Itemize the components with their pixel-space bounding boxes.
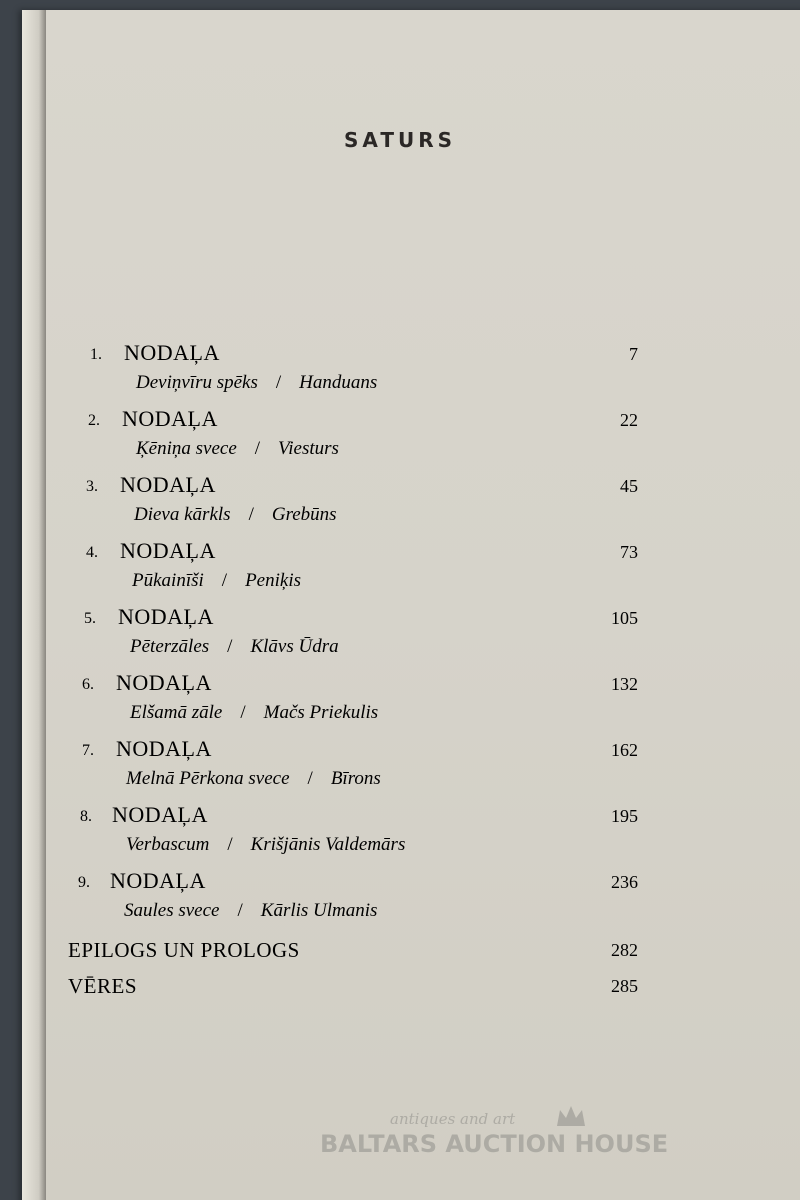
chapter-title: NODAĻA bbox=[120, 538, 216, 563]
person-name: Mačs Priekulis bbox=[263, 702, 379, 723]
table-of-contents bbox=[0, 340, 800, 1020]
person-name: Kārlis Ulmanis bbox=[260, 900, 378, 921]
page-number: 162 bbox=[611, 740, 638, 760]
toc-entry-6 bbox=[0, 670, 800, 732]
page-number: 7 bbox=[629, 344, 638, 364]
page-number: 73 bbox=[620, 542, 638, 562]
chapter-title: NODAĻA bbox=[110, 868, 206, 893]
page-number: 285 bbox=[611, 976, 638, 996]
chapter-title: NODAĻA bbox=[116, 670, 212, 695]
separator: / bbox=[221, 570, 228, 591]
notes-title: VĒRES bbox=[68, 974, 138, 998]
toc-entry-7 bbox=[0, 736, 800, 798]
page-number: 45 bbox=[620, 476, 638, 496]
chapter-number: 9. bbox=[78, 874, 90, 891]
watermark-tagline: antiques and art bbox=[390, 1110, 516, 1128]
chapter-number: 2. bbox=[88, 412, 100, 429]
chapter-number: 6. bbox=[82, 676, 94, 693]
chapter-number: 5. bbox=[84, 610, 96, 627]
page-number: 22 bbox=[620, 410, 638, 430]
chapter-number: 7. bbox=[82, 742, 94, 759]
person-name: Krišjānis Valdemārs bbox=[250, 834, 406, 855]
chapter-title: NODAĻA bbox=[124, 340, 220, 365]
watermark-name: BALTARS AUCTION HOUSE bbox=[320, 1130, 669, 1158]
toc-entry-8 bbox=[0, 802, 800, 864]
chapter-title: NODAĻA bbox=[122, 406, 218, 431]
toc-entry-1 bbox=[0, 340, 800, 402]
chapter-title: NODAĻA bbox=[112, 802, 208, 827]
toc-entry-notes bbox=[0, 974, 800, 1008]
person-name: Klāvs Ūdra bbox=[250, 636, 339, 657]
toc-entry-2 bbox=[0, 406, 800, 468]
page-number: 195 bbox=[611, 806, 638, 826]
plant-name: Ķēniņa svece bbox=[136, 438, 237, 459]
chapter-subtitle bbox=[126, 834, 405, 856]
toc-entry-4 bbox=[0, 538, 800, 600]
chapter-subtitle bbox=[124, 900, 377, 922]
plant-name: Melnā Pērkona svece bbox=[126, 768, 290, 789]
chapter-subtitle bbox=[130, 702, 378, 724]
page-number: 105 bbox=[611, 608, 638, 628]
plant-name: Pūkainīši bbox=[132, 570, 204, 591]
separator: / bbox=[275, 372, 282, 393]
chapter-title: NODAĻA bbox=[118, 604, 214, 629]
toc-entry-5 bbox=[0, 604, 800, 666]
separator: / bbox=[248, 504, 254, 525]
plant-name: Pēterzāles bbox=[130, 636, 210, 657]
separator: / bbox=[307, 768, 313, 789]
separator: / bbox=[227, 636, 233, 657]
person-name: Handuans bbox=[299, 372, 378, 393]
chapter-title: NODAĻA bbox=[120, 472, 216, 497]
plant-name: Deviņvīru spēks bbox=[136, 372, 258, 393]
chapter-subtitle bbox=[132, 570, 301, 592]
page-number: 236 bbox=[611, 872, 638, 892]
page-title: SATURS bbox=[343, 128, 457, 152]
person-name: Viesturs bbox=[278, 438, 339, 459]
plant-name: Verbascum bbox=[126, 834, 210, 855]
separator: / bbox=[227, 834, 233, 855]
person-name: Grebūns bbox=[271, 504, 337, 525]
separator: / bbox=[254, 438, 261, 459]
page-number: 132 bbox=[611, 674, 638, 694]
person-name: Peniķis bbox=[245, 570, 301, 591]
separator: / bbox=[237, 900, 243, 921]
chapter-subtitle bbox=[126, 768, 381, 790]
chapter-subtitle bbox=[130, 636, 339, 658]
chapter-subtitle bbox=[134, 504, 337, 526]
plant-name: Saules svece bbox=[124, 900, 220, 921]
toc-entry-3 bbox=[0, 472, 800, 534]
chapter-number: 3. bbox=[86, 478, 98, 495]
plant-name: Elšamā zāle bbox=[130, 702, 223, 723]
chapter-title: NODAĻA bbox=[116, 736, 212, 761]
page-number: 282 bbox=[611, 940, 638, 960]
toc-entry-epilogue bbox=[0, 938, 800, 972]
chapter-subtitle bbox=[136, 372, 377, 394]
chapter-number: 8. bbox=[80, 808, 92, 825]
chapter-subtitle bbox=[136, 438, 339, 460]
plant-name: Dieva kārkls bbox=[134, 504, 231, 525]
person-name: Bīrons bbox=[330, 768, 381, 789]
toc-entry-9 bbox=[0, 868, 800, 930]
epilogue-title: EPILOGS UN PROLOGS bbox=[68, 938, 300, 962]
chapter-number: 4. bbox=[86, 544, 98, 561]
watermark bbox=[320, 1110, 720, 1170]
chapter-number: 1. bbox=[90, 346, 102, 363]
separator: / bbox=[240, 702, 246, 723]
